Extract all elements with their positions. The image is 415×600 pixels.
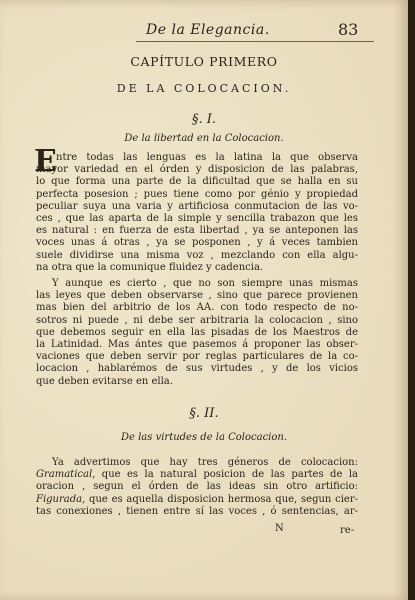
running-title: De la Elegancia. [146, 22, 270, 38]
text-line: lo que forma una parte de la dificultad que se halla en su [36, 176, 358, 188]
section-1-paragraph-1 [36, 152, 358, 274]
text-line: mayor variedad en el órden y disposicion de las palabras, [36, 164, 358, 176]
text-line [36, 469, 358, 481]
section-2-paragraph [36, 457, 358, 518]
text-line: ces , que las aparta de la simple y sencilla trabazon que les [36, 212, 358, 224]
term-gramatical: Gramatical [36, 469, 93, 481]
section-1-paragraph-2 [36, 278, 358, 388]
section-2-symbol: §. II. [189, 406, 219, 421]
text-line: peculiar suya una varia y artificiosa conmutacion de las vo- [36, 200, 358, 212]
drop-cap: E [34, 144, 57, 179]
catchword: re- [340, 525, 355, 536]
text-line: suele dividirse una misma voz , mezclando con ella algu- [36, 249, 358, 261]
text-line [36, 494, 358, 506]
text-line: ntre todas las lenguas es la latina la que observa [56, 152, 358, 163]
text-line: voces unas á otras , ya se posponen , y á veces tambien [36, 237, 358, 249]
chapter-heading: CAPÍTULO PRIMERO [130, 54, 278, 69]
signature-mark: N [275, 523, 284, 534]
text-line: que debemos seguir en ella las pisadas de los Maestros de [36, 326, 358, 338]
text-line: que deben evitarse en ella. [36, 375, 173, 387]
page-edge [408, 0, 415, 600]
text-line: perfecta posesion ; pues tiene como por génio y propiedad [36, 188, 358, 200]
text-line: Y aunque es cierto , que no son siempre unas mismas [52, 278, 358, 289]
text-line: la Latinidad. Mas ántes que pasemos á proponer las obser- [36, 338, 358, 350]
term-figurada: Figurada [36, 493, 83, 505]
text-line: sotros ni puede , ni debe ser arbitraria la colocacion , sino [36, 314, 358, 326]
section-2-title: De las virtudes de la Colocacion. [120, 432, 288, 443]
text-line: mas bien del arbitrio de los AA. con todo respecto de no- [36, 302, 358, 314]
text-line: na otra que la comunique fluidez y cadencia. [36, 261, 264, 273]
running-head [0, 22, 408, 42]
chapter-subheading: DE LA COLOCACION. [116, 82, 292, 95]
header-rule [136, 41, 374, 42]
page-number: 83 [338, 20, 359, 39]
section-1-title: De la libertad en la Colocacion. [124, 133, 284, 144]
text-span: , que es la natural posicion de las partes de la [92, 469, 358, 481]
text-line: oracion , segun el órden de las ideas sin otro artificio: [36, 481, 358, 493]
section-1-symbol: §. I. [191, 112, 217, 127]
text-line: locacion , hablarémos de sus virtudes , y de los vicios [36, 363, 358, 375]
text-line: es natural : en fuerza de esta libertad , ya se anteponen las [36, 225, 358, 237]
text-line: vaciones que deben servir por reglas particulares de la co- [36, 351, 358, 363]
text-line: tas conexiones , tienen entre sí las voces , ó sentencias, ar- [36, 505, 358, 517]
text-span: , que es aquella disposicion hermosa que, segun cier- [82, 493, 358, 505]
text-line: las leyes que deben observarse , sino que parece provienen [36, 290, 358, 302]
text-line: Ya advertimos que hay tres géneros de colocacion: [52, 457, 358, 468]
